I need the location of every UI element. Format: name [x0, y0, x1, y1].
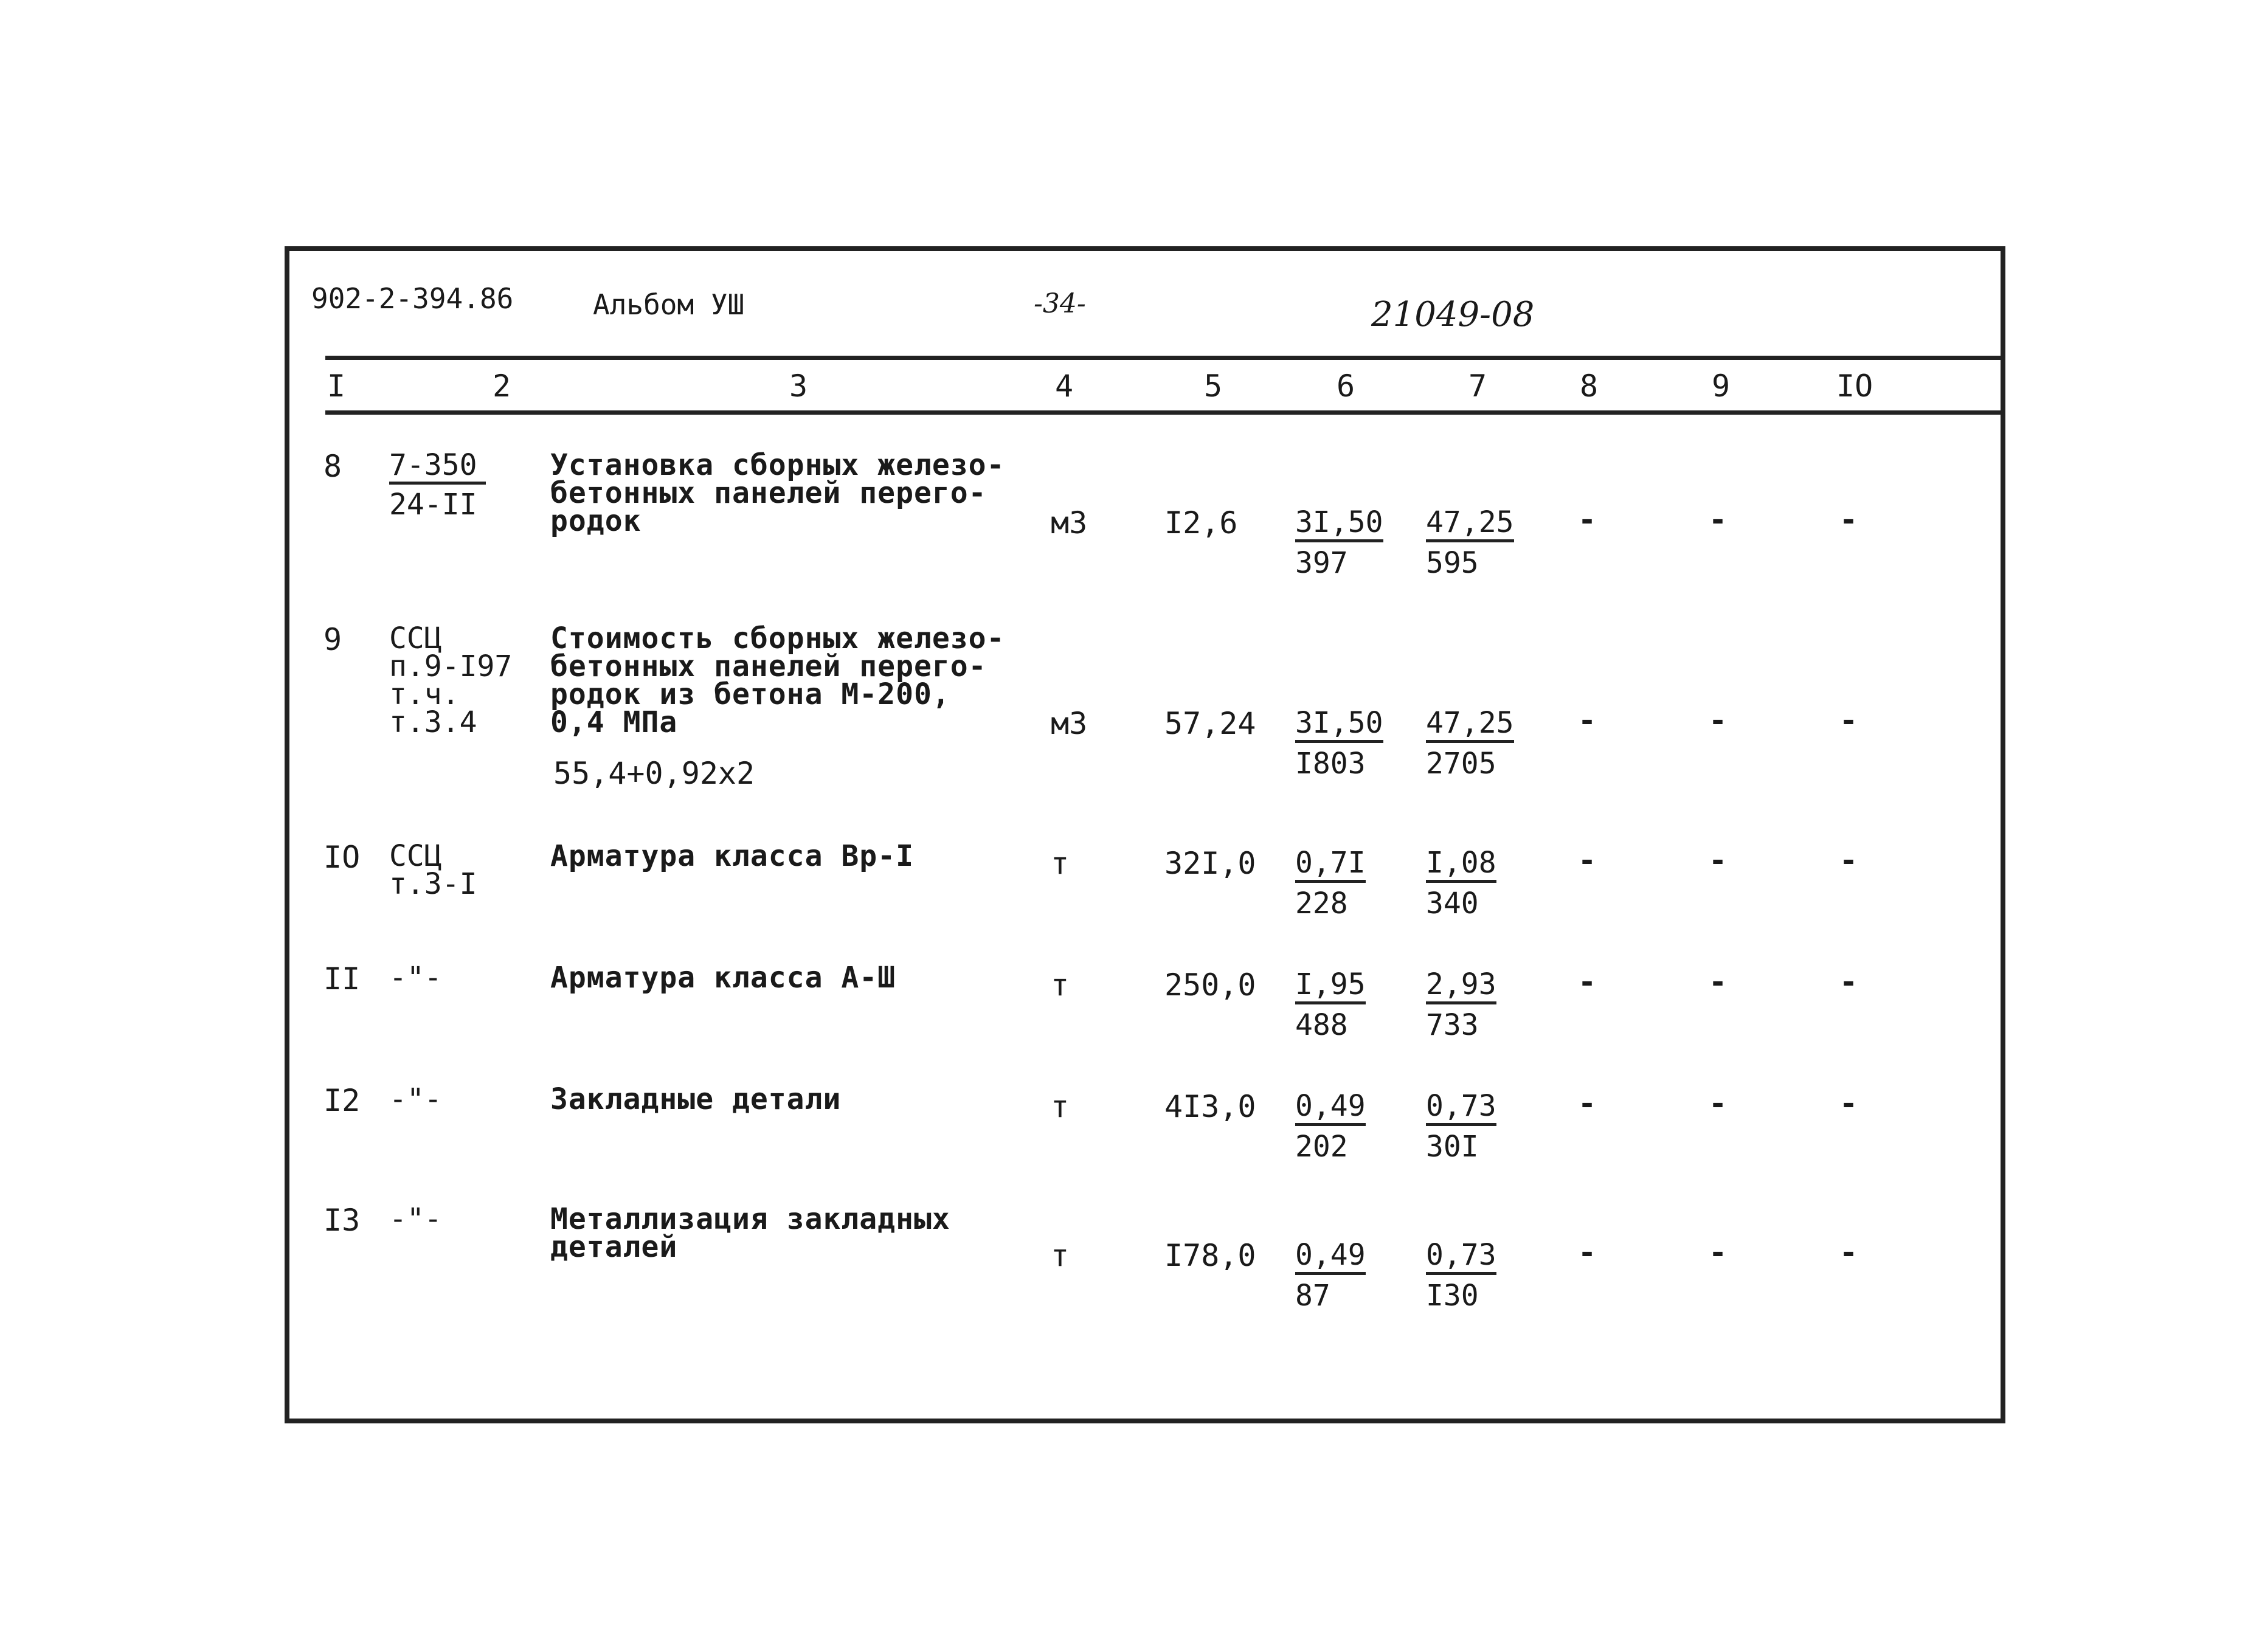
- row-c7-value: [1426, 967, 1496, 1042]
- row-number: II: [323, 961, 361, 997]
- col-header-10: IO: [1836, 368, 1873, 404]
- row-c7-value: [1426, 505, 1514, 580]
- row-number: I2: [323, 1083, 361, 1118]
- col-header-4: 4: [1055, 368, 1074, 404]
- row-c7-value: [1426, 706, 1514, 781]
- row-unit: т: [1051, 846, 1070, 881]
- row-c7-unit-price: 2,93: [1426, 970, 1496, 1004]
- row-code-top: -"-: [389, 1082, 442, 1116]
- row-col9: -: [1709, 964, 1728, 1000]
- row-c7-value: [1426, 1089, 1496, 1164]
- row-c6-unit-price: 3I,50: [1295, 508, 1383, 542]
- row-c7-total: 340: [1426, 886, 1479, 921]
- row-c7-total: 733: [1426, 1008, 1479, 1042]
- row-code-top: -"-: [389, 1202, 442, 1236]
- row-code-rest: 24-II: [389, 488, 477, 522]
- row-col8: -: [1578, 703, 1597, 738]
- row-c7-total: I30: [1426, 1279, 1479, 1313]
- row-number: IO: [323, 840, 361, 875]
- row-c6-unit-price: 0,49: [1295, 1240, 1366, 1275]
- col-header-5: 5: [1204, 368, 1223, 404]
- row-code: [389, 448, 486, 522]
- row-quantity: 32I,0: [1164, 846, 1256, 881]
- row-code: [389, 621, 513, 739]
- row-c6-value: [1295, 505, 1383, 580]
- row-col8: -: [1578, 843, 1597, 878]
- col-header-7: 7: [1468, 368, 1487, 404]
- row-c7-unit-price: 47,25: [1426, 708, 1514, 743]
- doc-code: 902-2-394.86: [311, 282, 514, 315]
- row-c6-total: 228: [1295, 886, 1348, 921]
- handwritten-number: 21049-08: [1371, 295, 1535, 334]
- row-c6-total: 488: [1295, 1008, 1348, 1042]
- row-number: 8: [323, 449, 342, 484]
- row-c6-value: [1295, 846, 1366, 921]
- row-code-top: ССЦ: [389, 621, 442, 655]
- row-quantity: 4I3,0: [1164, 1089, 1256, 1124]
- row-c7-unit-price: 47,25: [1426, 508, 1514, 542]
- row-description: Арматура класса Вр-I: [550, 839, 914, 873]
- row-col10: -: [1839, 502, 1858, 537]
- row-code: [389, 1202, 442, 1236]
- row-quantity: I2,6: [1164, 505, 1238, 541]
- row-code: [389, 839, 477, 901]
- album-label: Альбом УШ: [593, 288, 745, 321]
- row-col10: -: [1839, 703, 1858, 738]
- row-c6-unit-price: 3I,50: [1295, 708, 1383, 743]
- row-col9: -: [1709, 843, 1728, 878]
- header-rule-top: [325, 356, 2001, 360]
- row-code-rest: п.9-I97 т.ч. т.3.4: [389, 649, 513, 739]
- row-c7-value: [1426, 846, 1496, 921]
- row-c7-total: 2705: [1426, 747, 1496, 781]
- col-header-2: 2: [493, 368, 511, 404]
- col-header-6: 6: [1337, 368, 1355, 404]
- row-quantity: 57,24: [1164, 706, 1256, 741]
- row-description: Стоимость сборных железо- бетонных панелей перего- родок из бетона М-200, 0,4 МПа: [550, 621, 1005, 739]
- col-header-3: 3: [789, 368, 808, 404]
- row-c7-unit-price: I,08: [1426, 848, 1496, 883]
- row-col10: -: [1839, 964, 1858, 1000]
- row-description: Металлизация закладных деталей: [550, 1202, 950, 1264]
- row-c6-total: 202: [1295, 1130, 1348, 1164]
- row-col8: -: [1578, 1235, 1597, 1270]
- row-c7-total: 30I: [1426, 1130, 1479, 1164]
- row-c6-value: [1295, 706, 1383, 781]
- col-header-1: I: [327, 368, 346, 404]
- row-c6-value: [1295, 1089, 1366, 1164]
- row-col8: -: [1578, 964, 1597, 1000]
- row-unit: м3: [1051, 706, 1088, 741]
- row-col8: -: [1578, 1086, 1597, 1121]
- row-c7-total: 595: [1426, 546, 1479, 580]
- row-unit: т: [1051, 1238, 1070, 1273]
- row-code-top: 7-350: [389, 451, 486, 485]
- page-frame: [285, 246, 2005, 1423]
- row-c6-unit-price: I,95: [1295, 970, 1366, 1004]
- row-col9: -: [1709, 1235, 1728, 1270]
- row-description: Установка сборных железо- бетонных панелей перего- родок: [550, 448, 1005, 538]
- row-col9: -: [1709, 1086, 1728, 1121]
- row-quantity: I78,0: [1164, 1238, 1256, 1273]
- row-col10: -: [1839, 843, 1858, 878]
- row-code: [389, 1082, 442, 1116]
- page-number: -34-: [1034, 288, 1086, 319]
- row-col9: -: [1709, 502, 1728, 537]
- row-c6-total: 87: [1295, 1279, 1330, 1313]
- row-code: [389, 961, 442, 995]
- row-col10: -: [1839, 1235, 1858, 1270]
- row-code-top: ССЦ: [389, 839, 442, 873]
- row-col10: -: [1839, 1086, 1858, 1121]
- row-unit: т: [1051, 1089, 1070, 1124]
- row-c6-value: [1295, 1238, 1366, 1313]
- col-header-9: 9: [1712, 368, 1731, 404]
- row-description: Закладные детали: [550, 1082, 842, 1116]
- row-calc-note: 55,4+0,92х2: [553, 756, 755, 791]
- row-c6-total: 397: [1295, 546, 1348, 580]
- row-c6-unit-price: 0,49: [1295, 1091, 1366, 1126]
- row-quantity: 250,0: [1164, 967, 1256, 1003]
- row-description: Арматура класса А-Ш: [550, 961, 896, 995]
- row-c6-total: I803: [1295, 747, 1366, 781]
- row-col8: -: [1578, 502, 1597, 537]
- header-rule-bottom: [325, 410, 2001, 415]
- row-c6-unit-price: 0,7I: [1295, 848, 1366, 883]
- row-number: 9: [323, 622, 342, 657]
- row-unit: т: [1051, 967, 1070, 1003]
- row-code-rest: т.3-I: [389, 867, 477, 901]
- row-code-top: -"-: [389, 961, 442, 995]
- row-number: I3: [323, 1203, 361, 1238]
- col-header-8: 8: [1580, 368, 1599, 404]
- row-col9: -: [1709, 703, 1728, 738]
- row-c6-value: [1295, 967, 1366, 1042]
- row-c7-unit-price: 0,73: [1426, 1240, 1496, 1275]
- row-c7-value: [1426, 1238, 1496, 1313]
- row-c7-unit-price: 0,73: [1426, 1091, 1496, 1126]
- row-unit: м3: [1051, 505, 1088, 541]
